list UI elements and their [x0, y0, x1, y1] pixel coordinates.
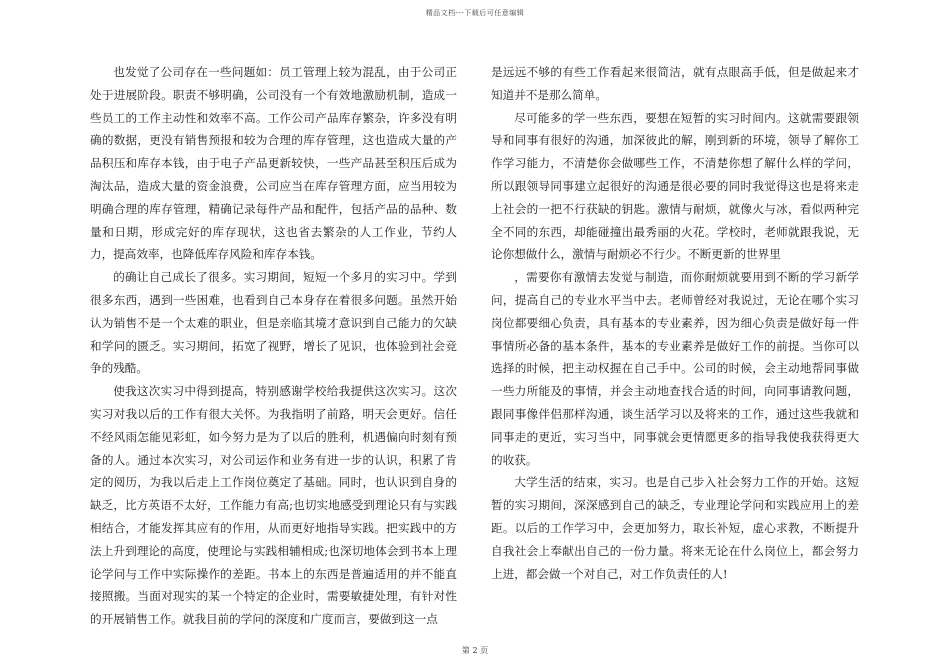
body-paragraph: 使我这次实习中得到提高，特别感谢学校给我提供这次实习。这次实习对我以后的工作有很大关怀。为我指明了前路，明天会更好。信任不经风雨怎能见彩虹，如今努力是为了以后的胜利，机遇偏向时刻有预备的人。通过本次实习，对公司运作和业务有进一步的认识，积累了肯定的阅历，为我以后走上工作岗位奠定了基础。同时，也认识到自身的缺乏，比方英语不太好，工作能力有高;也切实地感受到理论只有与实践相结合，才能发挥其应有的作用，从而更好地指导实践。把实践中的方法上升到理论的高度，使理论与实践相辅相成;也深切地体会到书本上理论学问与工作中实际操作的差距。书本上的东西是普遍适用的并不能直接照搬。当面对现实的某一个特定的企业时，需要敏捷处理，有针对性的开展销售工作。就我目前的学问的深度和广度而言，要做到这一点	[90, 384, 457, 627]
body-paragraph: 尽可能多的学一些东西，要想在短暂的实习时间内。这就需要跟领导和同事有很好的沟通，加深彼此的解，刚到新的环境，领导了解你工作学习能力，不清楚你会做哪些工作，不清楚你想了解什么样的学问，所以跟领导同事建立起很好的沟通是很必要的同时我觉得这也是将来走上社会的一把不行获缺的钥匙。激情与耐烦，就像火与冰，看似两种完全不同的东西，却能碰撞出最秀丽的火花。学校时，老师就跟我说，无论你想做什么，激情与耐烦必不行少。不断更新的世界里	[491, 110, 859, 262]
page-number: 第 2 页	[461, 646, 489, 655]
body-paragraph: 的确让自己成长了很多。实习期间，短短一个多月的实习中。学到很多东西，遇到一些困难，也看到自己本身存在着很多问题。虽然开始认为销售不是一个太难的职业，但是亲临其境才意识到自己能力的欠缺和学问的匮乏。实习期间，拓宽了视野，增长了见识，也体验到社会竞争的残酷。	[90, 270, 457, 376]
page-header: 精品文档---下载后可任意编辑	[425, 9, 525, 17]
continuation-paragraph: 是远远不够的有些工作看起来很简洁，就有点眼高手低，但是做起来才知道并不是那么简单。	[491, 65, 859, 102]
right-column	[491, 61, 859, 585]
body-paragraph: 也发觉了公司存在一些问题如：员工管理上较为混乱，由于公司正处于进展阶段。职责不够明确，公司没有一个有效地激励机制，造成一些员工的工作主动性和效率不高。工作公司产品库存繁杂，许多没有明确的数据，更没有销售预报和较为合理的库存管理，这也造成大量的产品积压和库存本钱，由于电子产品更新较快，一些产品甚至积压后成为淘汰品，造成大量的资金浪费，公司应当在库存管理方面，应当用较为明确合理的库存管理，精确记录每件产品和配件，包括产品的品种、数量和日期，形成完好的库存现状，这也省去繁杂的人工作业，节约人力，提高效率，也降低库存风险和库存本钱。	[90, 65, 457, 262]
body-paragraph: ，需要你有激情去发觉与制造，而你耐烦就要用到不断的学习新学问，提高自己的专业水平当中去。老师曾经对我说过，无论在哪个实习岗位都要细心负责，具有基本的专业素养，因为细心负责是做好每一件事情所必备的基本条件，基本的专业素养是做好工作的前提。当你可以选择的时候，把主动权握在自己手中。公司的时候，会主动地帮同事做一些力所能及的事情，并会主动地查找合适的时间，向同事请教问题，跟同事像伴侣那样沟通，谈生活学习以及将来的工作，通过这些我就和同事走的更近，实习当中，同事就会更情愿更多的指导我使我获得更大的收获。	[491, 270, 859, 467]
left-column	[90, 61, 457, 631]
body-paragraph: 大学生活的结束，实习。也是自己步入社会努力工作的开始。这短暂的实习期间，深深感到自己的缺乏，专业理论学问和实践应用上的差距。以后的工作学习中，会更加努力，取长补短，虚心求教，不断提升自我社会上奉献出自己的一份力量。将来无论在什么岗位上，都会努力上进，都会做一个对自己，对工作负责任的人!	[491, 475, 859, 581]
